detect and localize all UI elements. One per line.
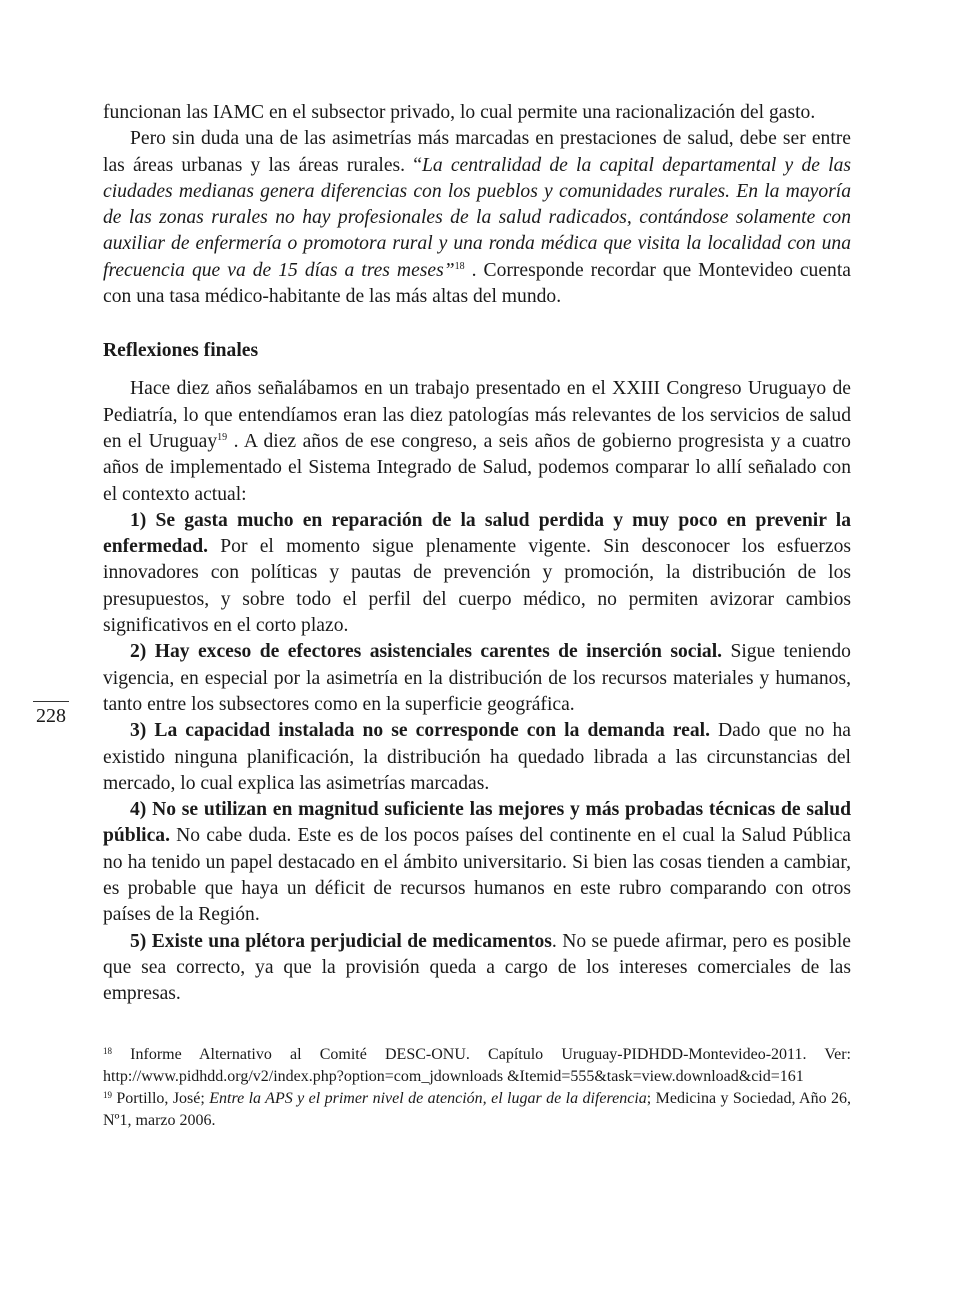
page-number-rule: [33, 701, 69, 702]
section-heading: Reflexiones finales: [103, 340, 259, 362]
list-item: [103, 718, 851, 797]
paragraph-intro: [103, 376, 851, 507]
footnote-mark: 19: [103, 1089, 112, 1100]
paragraph-continuation: [103, 100, 851, 126]
item-text: Dado que no ha existido ninguna planificación, la distribución ha quedado librada a las circunstancias del mercado, lo cual explica las asimetrías marcadas.: [103, 720, 851, 794]
item-text: No cabe duda. Este es de los pocos países del continente en el cual la Salud Pública no ha tenido un papel destacado en el ámbito universitario. Si bien las cosas tienden a cambiar, es probable que haya un déficit de recursos humanos en este rubro comparando con otros países de la Región.: [103, 825, 851, 926]
item-text: Sigue teniendo vigencia, en especial por la asimetría en la distribución de los recursos materiales y humanos, tanto entre los subsectores como en la superficie geográfica.: [103, 641, 851, 715]
footnote-text: ; Medicina y Sociedad, Año 26, Nº1, marzo 2006.: [103, 1089, 852, 1129]
item-title: 5) Existe una plétora perjudicial de medicamentos: [130, 930, 552, 952]
footnote-text: Portillo, José;: [112, 1089, 210, 1107]
footnote-18: [103, 1044, 851, 1088]
footnote-text[interactable]: Informe Alternativo al Comité DESC-ONU. Capítulo Uruguay-PIDHDD-Montevideo-2011. Ver: http://www.pidhdd.org/v2/index.php?option=com_jdownloads &Itemid=555&task=view.download&cid=161: [103, 1045, 851, 1085]
paragraph-text: Pero sin duda una de las asimetrías más marcadas en prestaciones de salud, debe ser entre las áreas urbanas y las áreas rurales. “: [103, 128, 851, 176]
footnote-ref[interactable]: 18: [454, 260, 465, 272]
footnote-title: Entre la APS y el primer nivel de atención, el lugar de la diferencia: [209, 1089, 647, 1107]
list-item: [103, 929, 851, 1008]
item-title: 1) Se gasta mucho en reparación de la salud perdida y muy poco en prevenir la enfermedad.: [103, 509, 851, 558]
quotation: La centralidad de la capital departamental y de las ciudades medianas genera diferencias con los pueblos y comunidades rurales. En la mayoría de las zonas rurales no hay profesionales de la salud radicados, contándose solamente con auxiliar de enfermería o promotora rural y una ronda médica que visita la localidad con una frecuencia que va de 15 días a tres meses”: [103, 154, 851, 281]
paragraph-text: funcionan las IAMC en el subsector privado, lo cual permite una racionalización del gasto.: [103, 102, 816, 123]
list-item: [103, 639, 851, 718]
item-title: 4) No se utilizan en magnitud suficiente las mejores y más probadas técnicas de salud pública.: [103, 799, 851, 847]
list-item: [103, 797, 851, 928]
item-title: 3) La capacidad instalada no se corresponde con la demanda real.: [130, 720, 710, 742]
footnote-19: [103, 1088, 851, 1132]
footnotes: [103, 1044, 851, 1132]
item-text: Por el momento sigue plenamente vigente. Sin desconocer los esfuerzos innovadores con políticas y pautas de prevención y promoción, la distribución de los presupuestos, y sobre todo el perfil del cuerpo médico, no permiten avizorar cambios significativos en el corto plazo.: [103, 536, 851, 637]
item-title: 2) Hay exceso de efectores asistenciales carentes de inserción social.: [130, 641, 723, 663]
page-number: 228: [36, 705, 66, 727]
paragraph-text: . Corresponde recordar que Montevideo cuenta con una tasa médico-habitante de las más altas del mundo.: [103, 259, 851, 308]
footnote-mark: 18: [103, 1045, 112, 1056]
paragraph-text: Hace diez años señalábamos en un trabajo presentado en el XXIII Congreso Uruguayo de Pediatría, lo que entendíamos eran las diez patologías más relevantes de los servicios de salud en el Uruguay: [103, 378, 851, 452]
item-text: . No se puede afirmar, pero es posible que sea correcto, ya que la provisión queda a cargo de los intereses comerciales de las empresas.: [103, 930, 851, 1005]
footnote-ref[interactable]: 19: [217, 431, 228, 443]
paragraph-rural-asymmetry: [103, 126, 851, 310]
page-content: [103, 100, 851, 1132]
paragraph-text: . A diez años de ese congreso, a seis años de gobierno progresista y a cuatro años de implementado el Sistema Integrado de Salud, podemos comparar lo allí señalado con el contexto actual:: [103, 430, 851, 505]
list-item: [103, 508, 851, 639]
